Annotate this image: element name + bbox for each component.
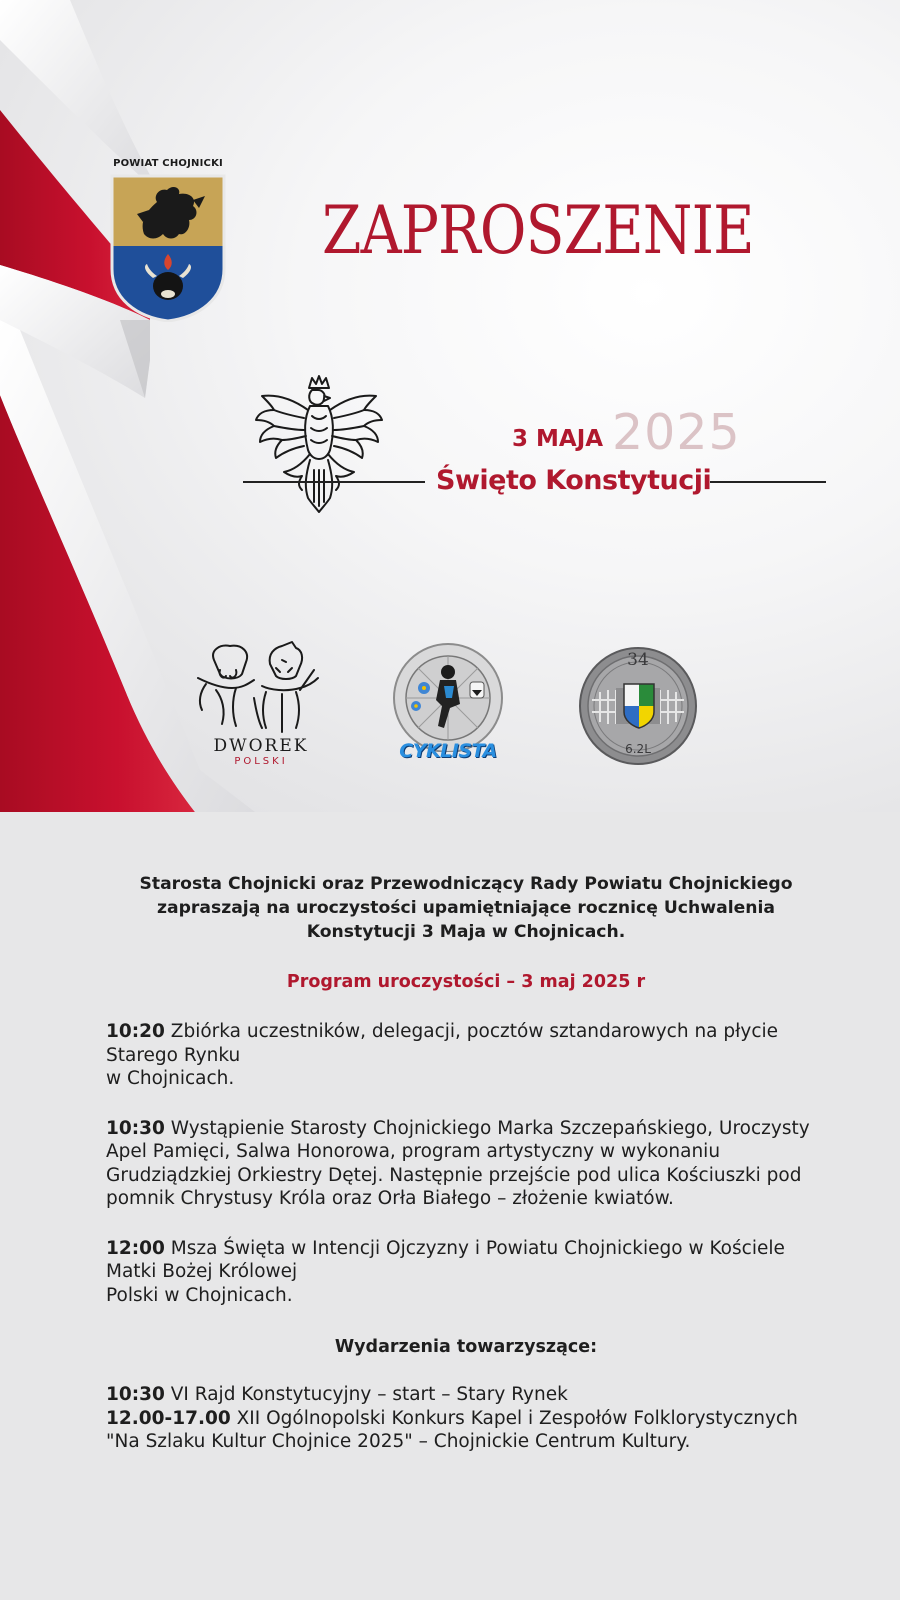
dworek-polski-logo <box>196 640 326 780</box>
program-description: Msza Święta w Intencji Ojczyzny i Powiatu Chojnickiego w Kościele Matki Bożej Królowej Polski w Chojnicach. <box>106 1237 785 1306</box>
program-item <box>106 1237 826 1308</box>
event-year: 2025 <box>612 404 741 461</box>
intro-paragraph: Starosta Chojnicki oraz Przewodniczący Rady Powiatu Chojnickiego zapraszają na uroczystości upamiętniające rocznicę Uchwalenia Konstytucji 3 Maja w Chojnicach. <box>139 874 793 942</box>
dworek-name: DWOREK <box>213 736 309 756</box>
program-description: Wystąpienie Starosty Chojnickiego Marka Szczepańskiego, Uroczysty Apel Pamięci, Salwa Honorowa, program artystyczny w wykonaniu Grudziądzkiej Orkiestry Dętej. Następnie przejście pod ulica Kościuszki pod pomnik Chrystusy Króla oraz Orła Białego – złożenie kwiatów. <box>106 1117 810 1209</box>
program-heading: Program uroczystości – 3 maj 2025 r <box>286 972 646 992</box>
crest-label: POWIAT CHOJNICKI <box>113 158 223 169</box>
white-eagle-icon <box>254 374 384 514</box>
side-event-time: 10:30 <box>106 1384 165 1405</box>
side-event-item <box>106 1407 826 1454</box>
cyklista-logo <box>388 642 508 770</box>
regiment-badge-logo <box>578 646 698 766</box>
divider-right <box>710 481 826 483</box>
program-time: 12:00 <box>106 1237 165 1259</box>
dworek-figures-icon <box>196 640 326 740</box>
side-event-time: 12.00-17.00 <box>106 1407 231 1429</box>
regiment-number-bottom: 6.2L <box>625 742 651 756</box>
holiday-name: Święto Konstytucji <box>436 465 712 496</box>
program-time: 10:20 <box>106 1021 165 1042</box>
divider-left <box>243 481 425 483</box>
dworek-subtitle: POLSKI <box>234 756 288 767</box>
powiat-crest <box>109 158 227 322</box>
side-event-item <box>106 1383 826 1407</box>
program-time: 10:30 <box>106 1117 165 1139</box>
side-events-heading: Wydarzenia towarzyszące: <box>334 1337 598 1357</box>
program-description: Zbiórka uczestników, delegacji, pocztów sztandarowych na płycie Starego Rynku w Chojnicach. <box>106 1021 779 1089</box>
program-item <box>106 1117 826 1211</box>
event-day: 3 MAJA <box>512 426 604 452</box>
page-title: ZAPROSZENIE <box>322 192 754 269</box>
cyclist-badge-icon <box>388 642 508 752</box>
side-events-list <box>106 1383 826 1454</box>
cyklista-name: CYKLISTA <box>399 740 497 762</box>
invitation-body <box>106 872 826 1454</box>
side-event-description: VI Rajd Konstytucyjny – start – Stary Rynek <box>164 1384 568 1405</box>
side-event-description: XII Ogólnopolski Konkurs Kapel i Zespołów Folklorystycznych "Na Szlaku Kultur Chojnice 2025" – Chojnickie Centrum Kultury. <box>106 1407 798 1452</box>
regiment-number-top: 34 <box>627 650 649 670</box>
program-item <box>106 1020 826 1091</box>
coat-of-arms-icon <box>109 174 227 322</box>
